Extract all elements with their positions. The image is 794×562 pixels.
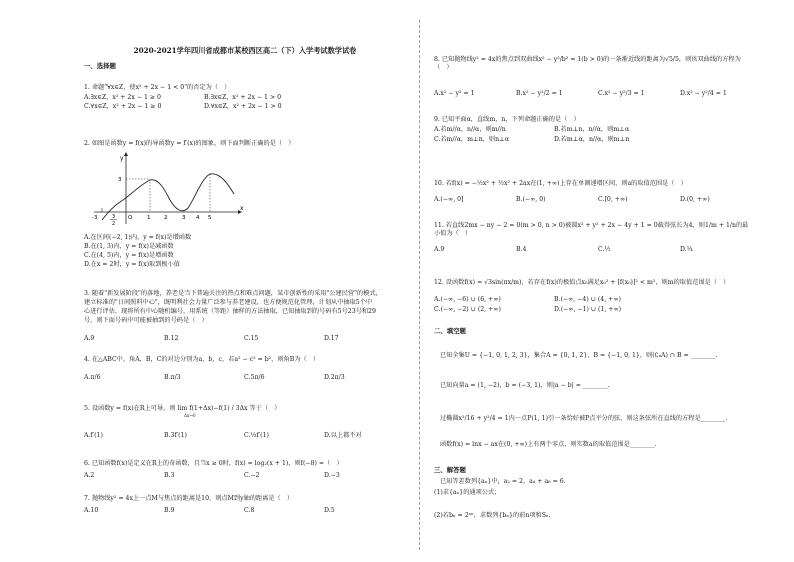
q4-option-a: A.π/6 [84, 374, 101, 381]
q11-option-b: B.4 [516, 246, 527, 253]
q10-option-d: D.(0, +∞) [680, 196, 710, 203]
q1-options-row2 [84, 103, 282, 111]
x-tick-2: 2 [164, 215, 168, 221]
x-tick-3: 3 [182, 215, 186, 221]
q10-option-c: C.[0, +∞) [598, 196, 628, 203]
q8-stem: 8. 已知抛物线y² = 4x的焦点到双曲线x² − y²/b² = 1(b > 0)的一条渐近线的距离为√5/5，则该双曲线的方程为（ ） [434, 56, 741, 71]
q10-option-a: A.(−∞, 0] [434, 196, 464, 203]
q11-options [434, 246, 693, 254]
q1-option-a: A.∃x∈Z，x² + 2x − 1 ≥ 0 [84, 94, 161, 101]
q9-options-row1 [434, 126, 629, 134]
x-tick-half-num: 3 [112, 214, 116, 220]
q16-stem: 函数f(x) = lnx − ax在(0, +∞)上有两个零点，则实数a的取值范围是________. [440, 441, 657, 448]
x-tick-5: 5 [208, 215, 212, 221]
derivative-graph [90, 150, 250, 228]
q5-options [84, 432, 362, 440]
q2-option-d: D.在x = 2时，y = f(x)取到极小值 [84, 261, 180, 268]
q5-limit-subscript: Δx→0 [184, 413, 196, 418]
q7-option-b: B.9 [164, 507, 175, 514]
q13-stem: 已知全集U = {−1, 0, 1, 2, 3}，集合A = {0, 1, 2}，B = {−1, 0, 1}，则(∁ᵤA) ∩ B = ________. [440, 352, 718, 359]
section-answer: 三、解答题 [434, 466, 466, 474]
q2-stem: 2. 如图是函数y = f(x)的导函数y = f′(x)的图象，则下面判断正确的是（ ） [84, 140, 295, 147]
q9-option-b: B.若m⊥n，n//α，则m⊥α [554, 126, 630, 133]
exam-title: 2020-2021学年四川省成都市某校西区高二（下）入学考试数学试卷 [133, 46, 357, 55]
q4-stem: 4. 在△ABC中，角A，B，C的对边分别为a，b，c，若a² − c² = b²，则角B为（ ） [84, 356, 320, 363]
q10-option-b: B.(−∞, 0) [516, 196, 546, 203]
q5-option-d: D.以上都不对 [324, 432, 362, 439]
q3-option-b: B.12 [164, 335, 179, 342]
q3-line-2: 建立标准的"日间照料中心"，既明利社会力量广泛参与养老建设，也方便规范化管理，计划从中抽取5个中 [84, 299, 373, 306]
q7-stem: 7. 抛物线y² = 4x上一点M与焦点的距离是10，则点M到y轴的距离是（ ） [84, 495, 294, 502]
q10-stem: 10. 若f(x) = −½x² + ½x² + 2ax在(1, +∞)上存在单调递增区间，则a的取值范围是（ ） [434, 180, 687, 187]
q7-options [84, 507, 335, 515]
q10-options [434, 196, 710, 204]
q5-option-b: B.3f′(1) [164, 432, 187, 439]
q4-options [84, 374, 345, 382]
q3-line-1: 3. 随着"新发展阶段"的落地，养老是当下普遍关注的热点和难点问题，某市创新性的采用"公建民营"的模式， [84, 290, 382, 297]
q1-option-b: B.∃x∈Z，x² + 2x − 1 > 0 [204, 94, 282, 101]
q12-options-row2 [434, 306, 621, 314]
q5-option-c: C.⅓f′(1) [244, 432, 269, 439]
q8-options [434, 90, 727, 98]
q14-stem: 已知向量a = (1, −2)，b = (−3, 1)，则|a − b| = ________. [440, 382, 610, 389]
q7-option-d: D.5 [324, 507, 335, 514]
q12-option-a: A.(−∞, −6) ∪ (6, +∞) [434, 296, 501, 303]
q4-option-d: D.2π/3 [324, 374, 345, 381]
q2-option-a: A.在区间(−2, 1)内，y = f(x)是增函数 [84, 234, 192, 241]
q9-options-row2 [434, 136, 629, 144]
q3-option-d: D.17 [324, 335, 339, 342]
q12-options-row1 [434, 296, 621, 304]
q3-line-3: 心进行评估，现将所有中心随机编号，用系统（等距）抽样的方法抽取，已知抽取到的号码有5号23号和29 [84, 308, 376, 315]
q6-options [84, 472, 340, 480]
q7-option-c: C.8 [244, 507, 255, 514]
q9-stem: 9. 已知平面α，直线m，n，下列命题正确的是（ ） [434, 116, 580, 123]
q2-option-c: C.在(4, 5)内，y = f(x)是增函数 [84, 252, 174, 259]
x-tick-4: 4 [196, 215, 200, 221]
q3-option-a: A.9 [84, 335, 95, 342]
x-tick-half-den: 2 [112, 221, 116, 227]
section-choice: 一、选择题 [84, 62, 116, 70]
q6-option-b: B.3 [164, 472, 175, 479]
q17-line-3: (2)若bₙ = 2ᵃⁿ，求数列{bₙ}的前n项和Sₙ. [434, 512, 551, 519]
q1-option-c: C.∀x∈Z，x² + 2x − 1 ≥ 0 [84, 103, 162, 110]
x-tick-1: 1 [147, 215, 151, 221]
q5-option-a: A.f′(1) [84, 432, 103, 439]
q11-option-a: A.9 [434, 246, 445, 253]
q6-option-a: A.2 [84, 472, 95, 479]
q1-stem: 1. 命题"∀x∈Z，使x² + 2x − 1 < 0"的否定为（ ） [84, 84, 231, 91]
q4-option-c: C.5π/6 [244, 374, 265, 381]
q9-option-d: D.若m⊥α，n//α，则m⊥n [554, 136, 630, 143]
q12-stem: 12. 设函数f(x) = √3sin(πx/m)，若存在f(x)的极值点x₀满足x₀² + [f(x₀)]² < m²，则m的取值范围是（ ） [434, 279, 730, 286]
q1-option-d: D.∀x∈Z，x² + 2x − 1 > 0 [204, 103, 282, 110]
q12-option-c: C.(−∞, −2) ∪ (2, +∞) [434, 306, 501, 313]
q11-option-d: D.¼ [680, 246, 693, 253]
q1-options-row1 [84, 94, 281, 102]
y-axis-label: y [120, 155, 124, 162]
q9-option-c: C.若m//α，m⊥n，则n⊥α [434, 136, 510, 143]
q8-option-d: D.x² − y²/4 = 1 [680, 90, 727, 97]
column-divider [419, 20, 420, 550]
y-tick-3: 3 [118, 177, 122, 183]
q2-option-b: B.在(1, 3)内，y = f(x)是减函数 [84, 243, 174, 250]
q17-line-2: (1)求{aₙ}的通项公式； [434, 489, 501, 496]
section-fill: 二、填空题 [434, 327, 466, 335]
q11-stem: 11. 若直线2mx − ny − 2 = 0(m > 0, n > 0)被圆x² + y² + 2x − 4y + 1 = 0截得弦长为4，则1/m + 1/n的最小值为（ ） [434, 222, 749, 237]
x-tick-neg3: -3 [92, 215, 98, 221]
q8-option-c: C.x² − y²/3 = 1 [598, 90, 645, 97]
q7-option-a: A.10 [84, 507, 99, 514]
q3-options [84, 335, 339, 343]
origin-label: O [128, 215, 133, 221]
q3-option-c: C.15 [244, 335, 259, 342]
q5-stem: 5. 设函数y = f(x)在R上可导，则 lim f(1+Δx)−f(1) / 3Δx 等于（ ） [84, 405, 281, 412]
q17-line-1: 已知等差数列{aₙ}中，a₂ = 2，a₄ + a₆ = 6. [440, 478, 566, 485]
q12-option-b: B.(−∞, −4) ∪ (4, +∞) [554, 296, 621, 303]
q4-option-b: B.π/3 [164, 374, 181, 381]
q6-option-d: D.−3 [324, 472, 340, 479]
q6-stem: 6. 已知函数f(x)是定义在R上的奇函数，且当x ≥ 0时，f(x) = log₂(x + 1)，则f(−8) =（ ） [84, 460, 343, 467]
q8-option-b: B.x² − y²/2 = 1 [516, 90, 563, 97]
q3-line-4: 号，则下面号码中可能被抽到的号码是（ ） [84, 317, 208, 324]
x-axis-label: x [240, 205, 244, 212]
q12-option-d: D.(−∞, −1) ∪ (1, +∞) [554, 306, 622, 313]
q11-option-c: C.½ [598, 246, 611, 253]
q8-option-a: A.x² − y² = 1 [434, 90, 475, 97]
q15-stem: 过椭圆x²/16 + y²/4 = 1内一点P(1, 1)引一条恰好被P点平分的弦，则这条弦所在直线的方程是________. [440, 415, 728, 422]
q9-option-a: A.若m//α，n//α，则m//n [434, 126, 506, 133]
q6-option-c: C.−2 [244, 472, 260, 479]
